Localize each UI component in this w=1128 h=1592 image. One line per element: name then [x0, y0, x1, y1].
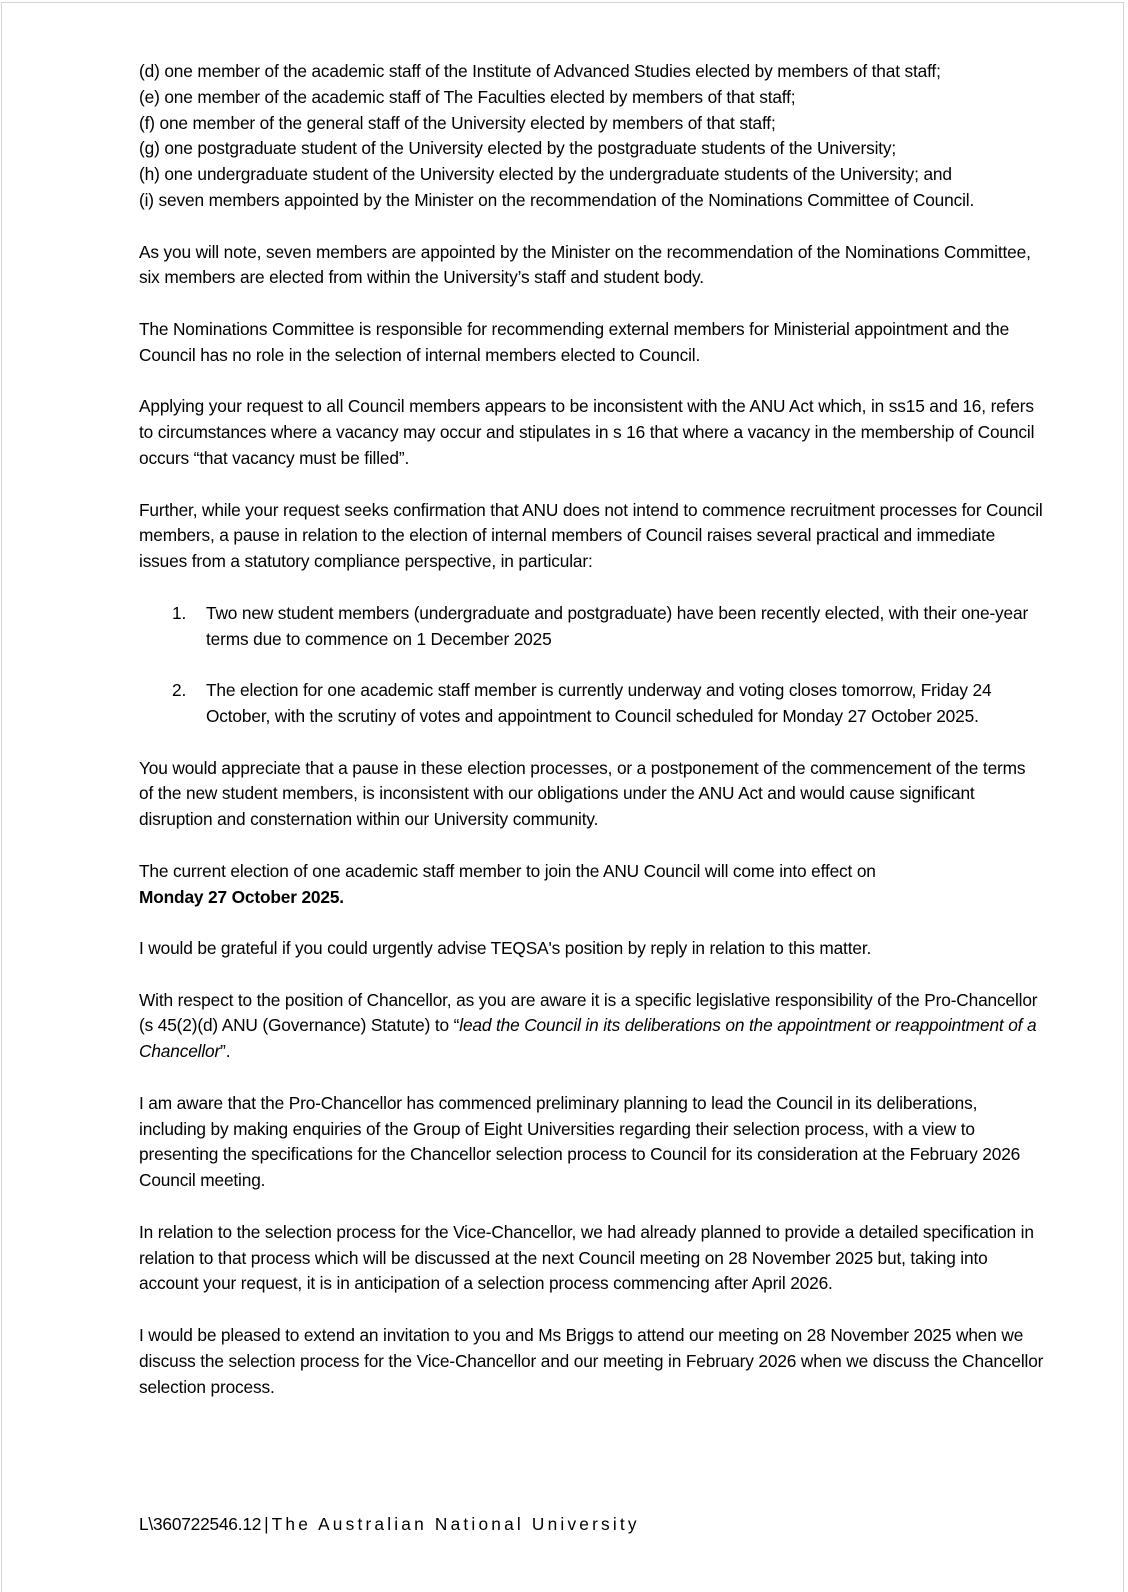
clause-i: (i) seven members appointed by the Minister on the recommendation of the Nominations Committee of Council. — [139, 189, 975, 210]
clause-g: (g) one postgraduate student of the University elected by the postgraduate students of the University; — [139, 138, 897, 159]
organisation-name: The Australian National University — [271, 1514, 640, 1534]
issues-list — [139, 601, 1044, 730]
clause-h: (h) one undergraduate student of the University elected by the undergraduate students of the University; and — [139, 164, 952, 185]
page-footer — [139, 1514, 640, 1535]
issue-item — [172, 601, 1044, 653]
paragraph-pause-issues: Further, while your request seeks confirmation that ANU does not intend to commence recruitment processes for Council members, a pause in relation to the election of internal members of Council raises several practical and immediate issues from a statutory compliance perspective, in particular: — [139, 499, 1043, 572]
paragraph-pro-chancellor-planning: I am aware that the Pro-Chancellor has commenced preliminary planning to lead the Council in its deliberations, including by making enquiries of the Group of Eight Universities regarding their selection process, with a view to presenting the specifications for the Chancellor selection process to Council for its consideration at the February 2026 Council meeting. — [139, 1092, 1021, 1191]
issue-number: 2. — [172, 680, 187, 701]
paragraph-anu-act-vacancy: Applying your request to all Council members appears to be inconsistent with the ANU Act which, in ss15 and 16, refers to circumstances where a vacancy may occur and stipulates in s 16 that where a vacancy in the membership of Council occurs “that vacancy must be filled”. — [139, 396, 1035, 468]
document-page — [1, 2, 1124, 1592]
quote-close: ”. — [220, 1041, 231, 1062]
clause-f: (f) one member of the general staff of the University elected by members of that staff; — [139, 112, 776, 133]
issue-item — [172, 678, 1044, 730]
paragraph-disruption: You would appreciate that a pause in these election processes, or a postponement of the commencement of the terms of the new student members, is inconsistent with our obligations under the ANU Act and would cause significant disruption and consternation within our University community. — [139, 757, 1026, 830]
chancellor-text: With respect to the position of Chancellor, as you are aware it is a specific legislative responsibility of the Pro-Chancellor (s 45(2)(d) ANU (Governance) Statute) to “ — [139, 989, 1038, 1036]
paragraph-election-effect — [139, 859, 1044, 911]
document-reference: L\360722546.12 — [139, 1514, 262, 1534]
paragraph-nominations-committee: The Nominations Committee is responsible for recommending external members for Ministerial appointment and the Council has no role in the selection of internal members elected to Council. — [139, 318, 1010, 365]
paragraph-membership-note: As you will note, seven members are appointed by the Minister on the recommendation of the Nominations Committee, six members are elected from within the University’s staff and student body. — [139, 241, 1031, 288]
paragraph-chancellor-position — [139, 988, 1044, 1065]
letter-body — [139, 59, 1044, 1426]
election-effect-date: Monday 27 October 2025. — [139, 886, 344, 907]
election-effect-text: The current election of one academic staff member to join the ANU Council will come into effect on — [139, 860, 876, 881]
paragraph-vice-chancellor-selection: In relation to the selection process for the Vice-Chancellor, we had already planned to provide a detailed specification in relation to that process which will be discussed at the next Council meeting on 28 November 2025 but, taking into account your request, it is in anticipation of a selection process commencing after April 2026. — [139, 1221, 1034, 1294]
issue-text: Two new student members (undergraduate and postgraduate) have been recently elected, with their one-year terms due to commence on 1 December 2025 — [206, 602, 1029, 649]
footer-separator: | — [264, 1514, 269, 1534]
paragraph-teqsa-request: I would be grateful if you could urgently advise TEQSA's position by reply in relation to this matter. — [139, 938, 872, 959]
clause-d: (d) one member of the academic staff of the Institute of Advanced Studies elected by members of that staff; — [139, 61, 941, 81]
paragraph-invitation: I would be pleased to extend an invitation to you and Ms Briggs to attend our meeting on 28 November 2025 when we discuss the selection process for the Vice-Chancellor and our meeting in February 2026 when we discuss the Chancellor selection process. — [139, 1325, 1044, 1397]
issue-number: 1. — [172, 602, 187, 623]
clause-e: (e) one member of the academic staff of The Faculties elected by members of that staff; — [139, 86, 796, 107]
statute-quote: lead the Council in its deliberations on the appointment or reappointment of a Chancellor — [139, 1015, 1037, 1062]
council-membership-clauses — [139, 59, 1044, 214]
issue-text: The election for one academic staff member is currently underway and voting closes tomorrow, Friday 24 October, with the scrutiny of votes and appointment to Council scheduled for Monday 27 October 2025. — [206, 680, 992, 726]
